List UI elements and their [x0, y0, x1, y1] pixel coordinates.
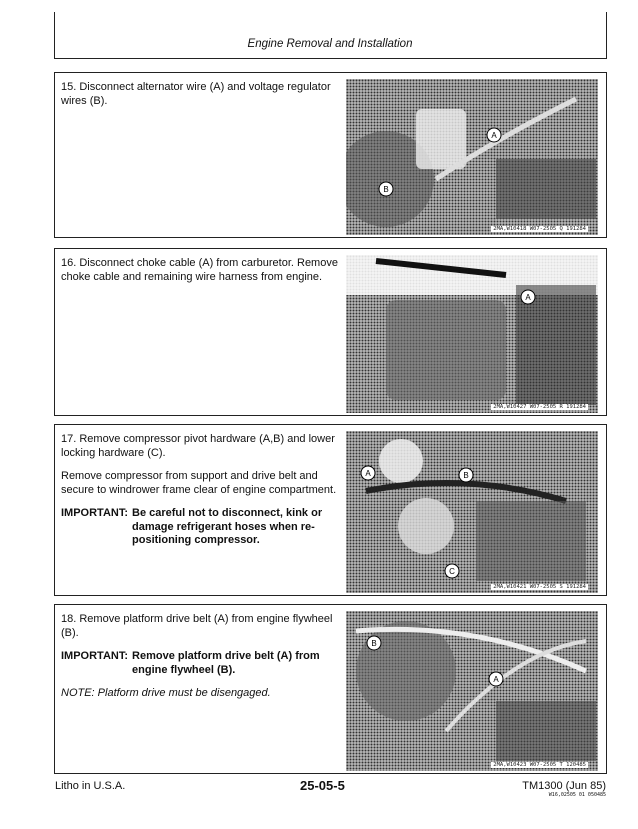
callout-a: A: [525, 293, 531, 302]
important-notice: IMPORTANT: Be careful not to disconnect, kink or damage refrigerant hoses when re-positioning compressor.: [61, 507, 323, 546]
header-left-rule: [54, 12, 55, 59]
note: NOTE: Platform drive must be disengaged.: [61, 687, 271, 699]
callout-a: A: [493, 675, 499, 684]
photo-caption: 2MA,W10427 W07-2505 R 191284: [493, 404, 586, 410]
step-16-photo: [346, 255, 598, 413]
callout-a: A: [491, 131, 497, 140]
header-right-rule: [606, 12, 607, 59]
callout-b: B: [463, 471, 469, 480]
step-16: [54, 248, 607, 416]
callout-b: B: [371, 639, 377, 648]
photo-caption: 2MA,W10423 W07-2505 T 120485: [493, 762, 586, 768]
footer-litho: Litho in U.S.A.: [55, 780, 126, 792]
step-15: [54, 72, 607, 238]
callout-b: B: [383, 185, 389, 194]
step-15-text: 15. Disconnect alternator wire (A) and voltage regulator wires (B).: [61, 81, 331, 107]
callout-a: A: [365, 469, 371, 478]
step-18: [54, 604, 607, 774]
step-17-photo: [346, 431, 598, 593]
footer-code: W16,02505 01 050485: [548, 792, 606, 798]
step-16-text: 16. Disconnect choke cable (A) from carburetor. Remove choke cable and remaining wire harness from engine.: [61, 257, 338, 283]
step-18-photo: [346, 611, 598, 771]
step-15-photo: [346, 79, 598, 235]
step-17: [54, 424, 607, 596]
photo-caption: 2MA,W10418 W07-2505 Q 191284: [493, 226, 586, 232]
step-18-text: 18. Remove platform drive belt (A) from engine flywheel (B). IMPORTANT: Remove platform drive belt (A) from engine flywheel (B). NOTE: Platform drive must be disengaged.: [61, 613, 339, 711]
photo-caption: 2MA,W10421 W07-2505 S 191284: [493, 584, 586, 590]
callout-c: C: [449, 567, 455, 576]
page-header: Engine Removal and Installation: [247, 38, 413, 50]
step-17-text: 17. Remove compressor pivot hardware (A,B) and lower locking hardware (C). Remove compressor from support and drive belt and secure to windrower frame clear of engine compartment. IMPORTANT: Be careful not to disconnect, kink or damage refrigerant hoses when re-positioning compressor.: [61, 433, 339, 558]
header-rule: [54, 58, 607, 59]
footer-manual-id: TM1300 (Jun 85): [522, 780, 606, 792]
important-notice: IMPORTANT: Remove platform drive belt (A) from engine flywheel (B).: [61, 650, 320, 676]
footer-page-number: 25-05-5: [300, 778, 345, 793]
